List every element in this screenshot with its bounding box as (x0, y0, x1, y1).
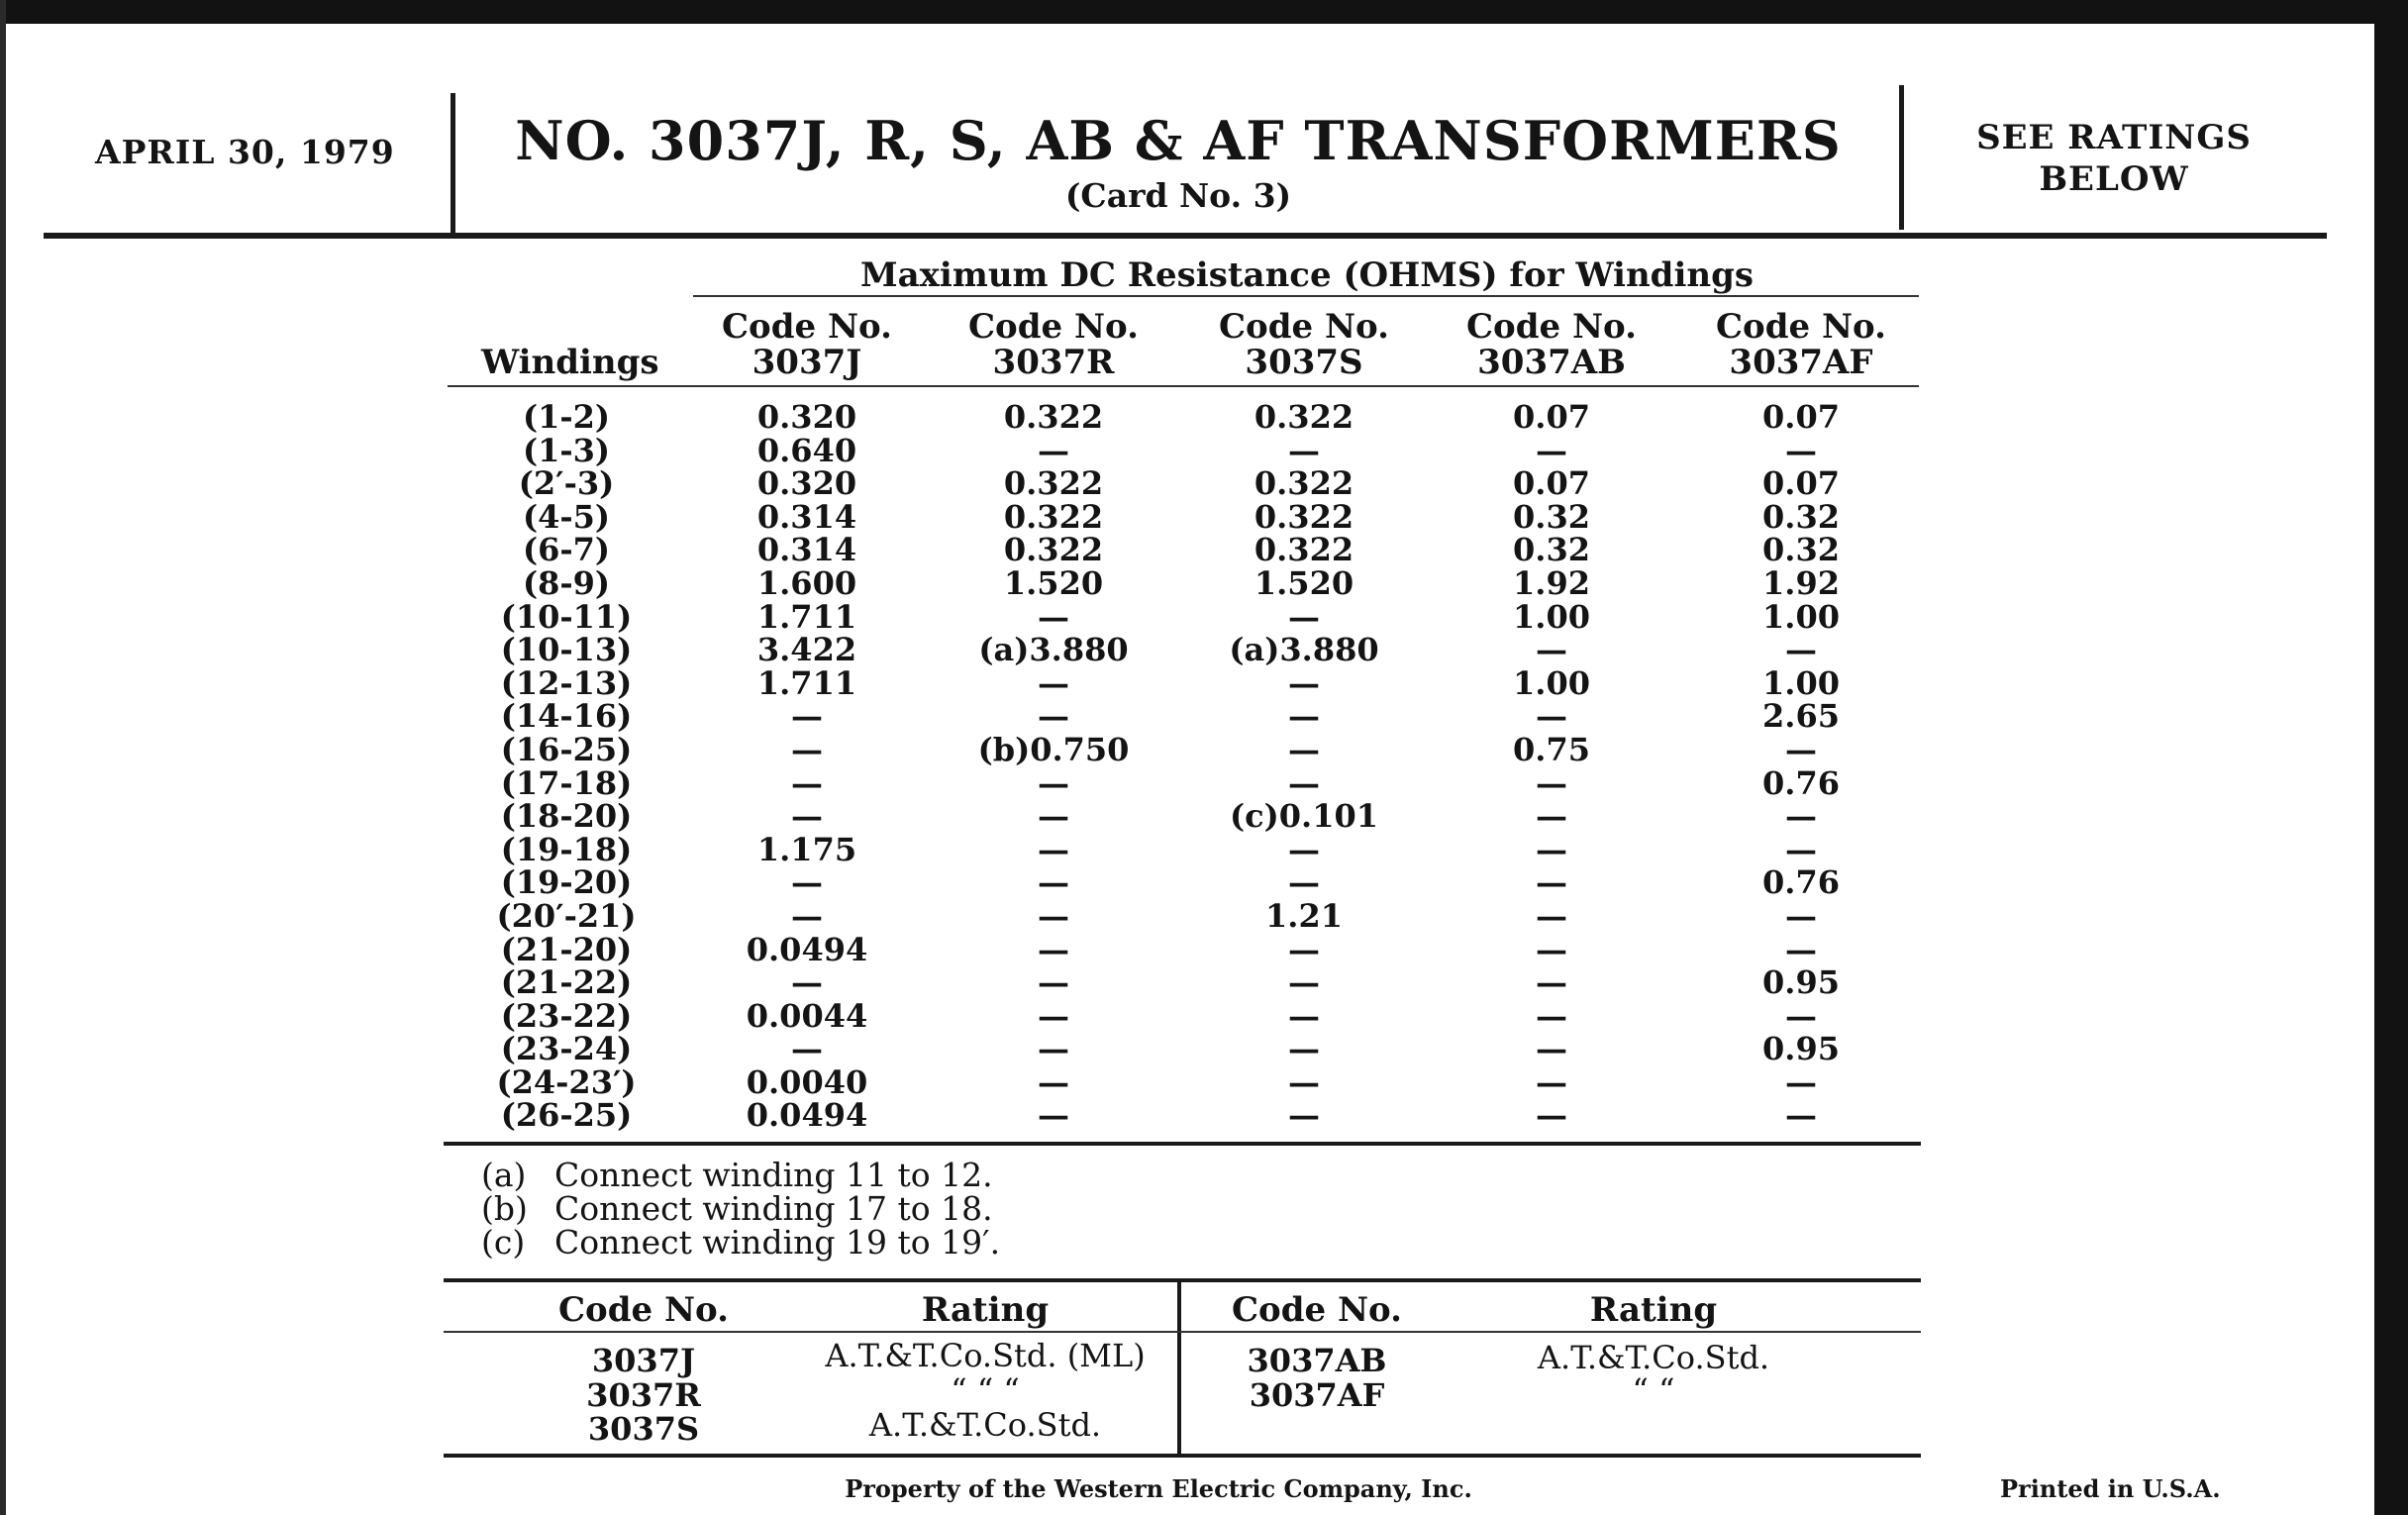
value-cell: — (1288, 930, 1320, 968)
ratings-rating-header-right: Rating (1589, 1290, 1718, 1330)
value-cell: 0.322 (1254, 464, 1354, 503)
value-cell: — (1536, 797, 1567, 836)
value-cell: 0.0494 (746, 930, 868, 968)
value-cell: 0.322 (1254, 497, 1354, 536)
ratings-code-header-left: Code No. (558, 1290, 729, 1330)
table-row (448, 963, 1923, 1002)
windings-column-header: Windings (481, 343, 659, 382)
winding-cell: (23-22) (500, 996, 633, 1035)
table-row (448, 830, 1923, 868)
value-cell: — (1038, 930, 1069, 968)
header-divider-left (451, 93, 455, 236)
value-cell: — (1536, 697, 1567, 736)
table-row (448, 797, 1923, 836)
value-cell: — (1536, 631, 1567, 669)
value-cell: 1.00 (1762, 663, 1840, 702)
value-cell: — (1038, 863, 1069, 902)
value-cell: 1.711 (756, 597, 857, 636)
value-cell: — (1288, 1062, 1320, 1101)
scan-border-right (2374, 0, 2408, 1515)
table-row (448, 1096, 1923, 1135)
header-divider-right (1899, 85, 1904, 230)
ratings-rating-cell: A.T.&T.Co.Std. (ML) (825, 1337, 1146, 1374)
winding-cell: (18-20) (500, 797, 633, 836)
winding-cell: (10-11) (500, 597, 633, 636)
printed-notice: Printed in U.S.A. (2000, 1474, 2221, 1503)
table-row (448, 763, 1923, 802)
value-cell: — (1288, 597, 1320, 636)
winding-cell: (8-9) (522, 563, 611, 602)
value-cell: 0.0040 (746, 1062, 868, 1101)
ratings-rating-cell: A.T.&T.Co.Std. (1537, 1339, 1770, 1376)
value-cell: 0.32 (1762, 497, 1840, 536)
winding-cell: (14-16) (500, 697, 633, 736)
footnote-b (481, 1189, 1000, 1228)
winding-cell: (1-2) (522, 398, 611, 436)
table-row (448, 1062, 1923, 1101)
table-row (448, 597, 1923, 636)
value-cell: — (1785, 930, 1817, 968)
header-rule (44, 233, 2327, 239)
winding-cell: (19-20) (500, 863, 633, 902)
value-cell: (b)0.750 (977, 730, 1130, 768)
winding-cell: (20′-21) (496, 896, 637, 935)
value-cell: — (1785, 996, 1817, 1035)
winding-cell: (1-3) (522, 431, 611, 469)
card-number: (Card No. 3) (1064, 176, 1292, 215)
value-cell: 0.76 (1762, 863, 1840, 902)
table-row (448, 730, 1923, 768)
value-cell: — (1785, 896, 1817, 935)
value-cell: — (1038, 597, 1069, 636)
value-cell: 1.92 (1513, 563, 1590, 602)
resistance-table-bottom-rule (444, 1142, 1921, 1146)
value-cell: 1.600 (756, 563, 857, 602)
value-cell: — (1038, 996, 1069, 1035)
winding-cell: (4-5) (522, 497, 611, 536)
ratings-code-cell: 3037AB (1247, 1342, 1387, 1379)
value-cell: — (1288, 1096, 1320, 1135)
value-cell: — (1785, 1062, 1817, 1101)
ratings-code-header-right: Code No. (1232, 1290, 1402, 1330)
value-cell: — (1288, 697, 1320, 736)
value-cell: 0.0494 (746, 1096, 868, 1135)
value-cell: — (1038, 963, 1069, 1002)
value-cell: 0.07 (1762, 464, 1840, 503)
code-label: Code No. (1466, 307, 1637, 347)
value-cell: — (1536, 896, 1567, 935)
value-cell: — (1288, 830, 1320, 868)
value-cell: — (791, 797, 823, 836)
value-cell: — (1038, 1062, 1069, 1101)
ratings-code-cell: 3037R (586, 1376, 701, 1414)
scan-border-left (0, 0, 6, 1515)
value-cell: — (1038, 797, 1069, 836)
value-cell: 0.0044 (746, 996, 868, 1035)
value-cell: — (1038, 1030, 1069, 1068)
resistance-title-rule (693, 295, 1919, 297)
winding-cell: (6-7) (522, 531, 611, 569)
footnotes (481, 1156, 1001, 1262)
value-cell: — (791, 896, 823, 935)
value-cell: — (1785, 1096, 1817, 1135)
value-cell: — (1288, 863, 1320, 902)
value-cell: 0.322 (1003, 464, 1104, 503)
value-cell: 0.95 (1762, 963, 1840, 1002)
column-header-rule (448, 385, 1919, 387)
value-cell: 0.07 (1762, 398, 1840, 436)
table-row (448, 563, 1923, 602)
value-cell: 0.95 (1762, 1030, 1840, 1068)
value-cell: — (1785, 730, 1817, 768)
code-label: Code No. (1219, 307, 1389, 347)
scan-border-top (0, 0, 2408, 24)
value-cell: 0.07 (1513, 398, 1590, 436)
value-cell: — (1536, 431, 1567, 469)
value-cell: — (791, 697, 823, 736)
value-cell: — (1785, 830, 1817, 868)
ratings-rating-cell: “ “ “ (951, 1371, 1020, 1409)
value-cell: 1.711 (756, 663, 857, 702)
value-cell: — (791, 763, 823, 802)
value-cell: — (1785, 631, 1817, 669)
resistance-table-title: Maximum DC Resistance (OHMS) for Windings (860, 255, 1754, 295)
value-cell: 0.322 (1003, 497, 1104, 536)
footnote-text: Connect winding 17 to 18. (554, 1189, 993, 1228)
table-row (448, 398, 1923, 436)
value-cell: (a)3.880 (978, 631, 1129, 669)
ratings-table-top-rule (444, 1278, 1921, 1282)
value-cell: — (1038, 663, 1069, 702)
value-cell: 1.00 (1513, 597, 1590, 636)
value-cell: 0.76 (1762, 763, 1840, 802)
page-title: NO. 3037J, R, S, AB & AF TRANSFORMERS (515, 109, 1842, 172)
value-cell: — (1785, 797, 1817, 836)
code-label: Code No. (968, 307, 1139, 347)
footnote-text: Connect winding 19 to 19′. (554, 1223, 1001, 1262)
footnote-key: (c) (481, 1223, 526, 1262)
value-cell: — (1288, 1030, 1320, 1068)
winding-cell: (16-25) (500, 730, 633, 768)
winding-cell: (10-13) (500, 631, 633, 669)
value-cell: — (1536, 830, 1567, 868)
code-value: 3037AF (1729, 343, 1873, 382)
footnote-key: (a) (481, 1156, 527, 1194)
value-cell: — (1038, 763, 1069, 802)
value-cell: 0.32 (1513, 497, 1590, 536)
value-cell: 1.520 (1254, 563, 1354, 602)
value-cell: — (1536, 1030, 1567, 1068)
value-cell: 0.640 (756, 431, 857, 469)
code-value: 3037R (992, 343, 1115, 382)
winding-cell: (19-18) (500, 830, 633, 868)
value-cell: 0.32 (1762, 531, 1840, 569)
value-cell: 0.322 (1003, 398, 1104, 436)
ratings-header-rule (444, 1331, 1921, 1333)
value-cell: — (791, 963, 823, 1002)
value-cell: — (1536, 963, 1567, 1002)
winding-cell: (21-20) (500, 930, 633, 968)
value-cell: — (1038, 830, 1069, 868)
code-label: Code No. (722, 307, 892, 347)
see-ratings-line-2: BELOW (2039, 159, 2189, 199)
winding-cell: (12-13) (500, 663, 633, 702)
value-cell: 2.65 (1762, 697, 1840, 736)
code-value: 3037J (752, 343, 862, 382)
value-cell: — (1288, 431, 1320, 469)
value-cell: 0.320 (756, 398, 857, 436)
value-cell: 0.322 (1254, 398, 1354, 436)
table-row (448, 497, 1923, 536)
value-cell: 1.00 (1513, 663, 1590, 702)
code-header-3037ab (1423, 309, 1680, 380)
ratings-rating-header-left: Rating (921, 1290, 1050, 1330)
value-cell: 1.92 (1762, 563, 1840, 602)
value-cell: — (1536, 1096, 1567, 1135)
value-cell: 0.75 (1513, 730, 1590, 768)
winding-cell: (21-22) (500, 963, 633, 1002)
footnote-c (481, 1223, 1001, 1262)
value-cell: 0.320 (756, 464, 857, 503)
value-cell: 1.520 (1003, 563, 1104, 602)
see-ratings-note (1911, 117, 2317, 200)
ratings-code-cell: 3037J (591, 1342, 696, 1379)
value-cell: 0.314 (756, 497, 857, 536)
value-cell: (a)3.880 (1229, 631, 1379, 669)
value-cell: 1.21 (1265, 896, 1343, 935)
table-row (448, 863, 1923, 902)
table-row (448, 996, 1923, 1035)
table-row (448, 663, 1923, 702)
table-row (448, 464, 1923, 503)
table-row (448, 631, 1923, 669)
issue-date: APRIL 30, 1979 (95, 133, 395, 171)
value-cell: — (1536, 763, 1567, 802)
code-header-3037r (925, 309, 1182, 380)
table-row (448, 697, 1923, 736)
table-row (448, 930, 1923, 968)
table-row (448, 431, 1923, 469)
code-header-3037j (678, 309, 936, 380)
code-value: 3037AB (1477, 343, 1626, 382)
value-cell: — (1288, 996, 1320, 1035)
ratings-table-bottom-rule (444, 1454, 1921, 1458)
winding-cell: (24-23′) (496, 1062, 637, 1101)
value-cell: 1.00 (1762, 597, 1840, 636)
value-cell: — (1038, 431, 1069, 469)
table-row (448, 531, 1923, 569)
value-cell: — (1288, 763, 1320, 802)
ratings-rating-cell: “ “ (1632, 1371, 1675, 1409)
value-cell: — (1536, 863, 1567, 902)
value-cell: — (1536, 996, 1567, 1035)
value-cell: 0.314 (756, 531, 857, 569)
see-ratings-line-1: SEE RATINGS (1976, 118, 2252, 157)
ratings-code-cell: 3037AF (1249, 1376, 1385, 1414)
ratings-rating-cell: A.T.&T.Co.Std. (868, 1406, 1102, 1444)
value-cell: 0.322 (1003, 531, 1104, 569)
value-cell: — (791, 863, 823, 902)
code-header-3037af (1672, 309, 1930, 380)
value-cell: — (1536, 930, 1567, 968)
value-cell: 1.175 (756, 830, 857, 868)
value-cell: — (1038, 1096, 1069, 1135)
value-cell: 3.422 (756, 631, 857, 669)
value-cell: — (1785, 431, 1817, 469)
value-cell: — (1288, 963, 1320, 1002)
value-cell: 0.322 (1254, 531, 1354, 569)
winding-cell: (26-25) (500, 1096, 633, 1135)
value-cell: — (1038, 896, 1069, 935)
winding-cell: (17-18) (500, 763, 633, 802)
value-cell: 0.07 (1513, 464, 1590, 503)
table-row (448, 896, 1923, 935)
footnote-a (481, 1156, 1000, 1194)
code-value: 3037S (1245, 343, 1363, 382)
winding-cell: (23-24) (500, 1030, 633, 1068)
value-cell: (c)0.101 (1230, 797, 1378, 836)
value-cell: — (791, 730, 823, 768)
table-row (448, 1030, 1923, 1068)
value-cell: — (1536, 1062, 1567, 1101)
footnote-text: Connect winding 11 to 12. (554, 1156, 993, 1194)
code-label: Code No. (1716, 307, 1886, 347)
value-cell: — (791, 1030, 823, 1068)
property-notice: Property of the Western Electric Company, Inc. (845, 1474, 1472, 1503)
value-cell: 0.32 (1513, 531, 1590, 569)
value-cell: — (1288, 663, 1320, 702)
ratings-code-cell: 3037S (587, 1410, 700, 1448)
winding-cell: (2′-3) (518, 464, 615, 503)
resistance-table-body (448, 398, 1923, 1135)
footnote-key: (b) (481, 1189, 528, 1228)
code-header-3037s (1175, 309, 1433, 380)
value-cell: — (1288, 730, 1320, 768)
value-cell: — (1038, 697, 1069, 736)
